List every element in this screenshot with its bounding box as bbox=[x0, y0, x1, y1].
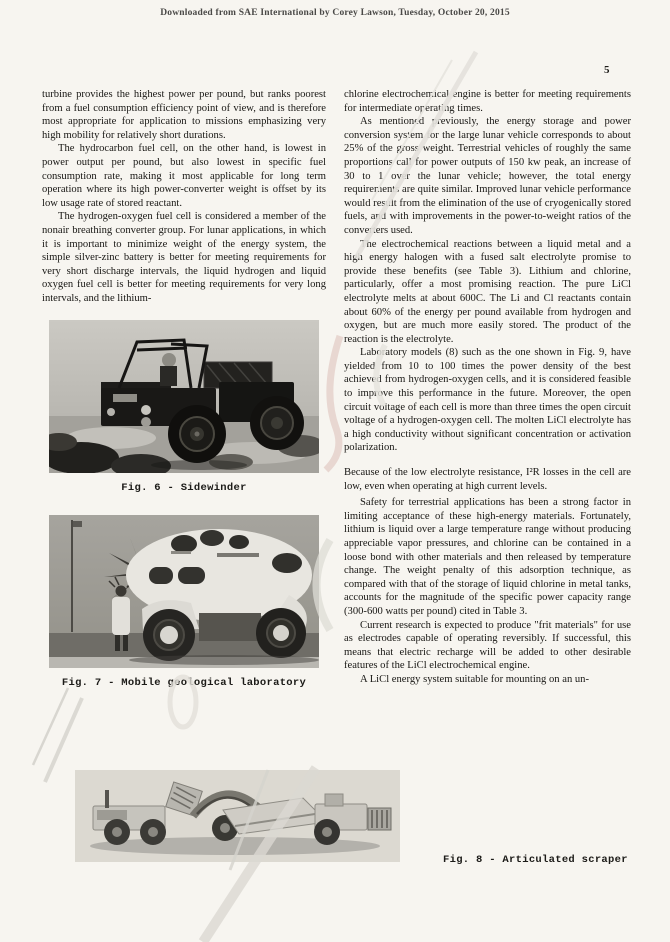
body-paragraph: The hydrogen-oxygen fuel cell is considered a member of the nonair breathing converter group. For lunar applications, in which it is important to minimize weight of the energy system, the simple silver-zinc battery is better for meeting requirements for very short discharge intervals, the liquid hydrogen and liquid oxygen fuel cell is better for meeting requirements for very long intervals, and the lithium- bbox=[42, 211, 326, 304]
figure-8-photo bbox=[75, 770, 400, 862]
figure-6-photo bbox=[49, 320, 319, 473]
body-paragraph: Because of the low electrolyte resistance, I²R losses in the cell are low, even when operating at high current levels. bbox=[344, 467, 631, 492]
body-paragraph: A LiCl energy system suitable for mounting on an un- bbox=[360, 673, 590, 685]
figure-7-caption: Fig. 7 - Mobile geological laboratory bbox=[61, 677, 307, 690]
body-paragraph: The electrochemical reactions between a liquid metal and a high energy halogen with a fused salt electrolyte promise to provide these benefits (see Table 3). Lithium and chlorine, particularly, offer a most promising reaction. The pure LiCl electrolyte melts at about 600C. The Li and Cl reactants contain about 60% of the energy per pound available from hydrogen and oxygen, but are much more easily stored. The product of the reaction is the electrolyte. bbox=[344, 238, 631, 345]
body-paragraph: turbine provides the highest power per pound, but ranks poorest from a fuel consumption efficiency point of view, and is therefore most appropriate for application to missions emphasizing very high mobility for relatively short durations. bbox=[42, 89, 326, 141]
body-paragraph: Safety for terrestrial applications has been a strong factor in limiting acceptance of these high-energy materials. Fortunately, lithium is liquid over a large temperature range without producing appreciable vapor pressures, and chlorine can be contained in a loose bond with other materials and then released by temperature change. The weight penalty of this adsorption technique, as compared with that of the storage of liquid chlorine in metal tanks, accounts for the magnitude of the specific power capacity range (300-600 watts per pound) cited in Table 3. bbox=[344, 497, 631, 617]
figure-6 bbox=[42, 320, 326, 496]
right-column bbox=[344, 88, 631, 687]
figure-7-photo bbox=[49, 515, 319, 668]
body-paragraph: The hydrocarbon fuel cell, on the other hand, is lowest in power output per pound, but also lowest in specific fuel consumption rate, making it most applicable for long term operation where its high power-converter weight is offset by its low usage rate of stored reactant. bbox=[42, 143, 326, 209]
body-paragraph: chlorine electrochemical engine is better for meeting requirements for intermediate operating times. bbox=[344, 89, 631, 114]
body-paragraph: Laboratory models (8) such as the one shown in Fig. 9, have yielded from 10 to 100 times the power density of the best achieved from hydrogen-oxygen cells, and it is considered feasible to improve this performance in the future. Moreover, the open circuit voltage of each cell is more than three times the open circuit voltage of a hydrogen-oxygen cell. The molten LiCl electrolyte has a high conductivity without significant concentration or activation polarization. bbox=[344, 347, 631, 454]
body-paragraph: As mentioned previously, the energy storage and power conversion system for the large lunar vehicle corresponds to about 25% of the gross weight. Terrestrial vehicles of roughly the same proportions call for power outputs of 150 kw peak, an increase of 30 to 1 over the lunar vehicle; however, the total energy requirements are quite similar. Improved lunar vehicle performance would result from the elimination of the use of cryogenically stored fuels, and with improvements in the power-to-weight ratios of the converters used. bbox=[344, 116, 631, 236]
figure-7 bbox=[42, 515, 326, 691]
figure-6-caption: Fig. 6 - Sidewinder bbox=[121, 481, 247, 494]
body-paragraph: Current research is expected to produce "frit materials" for use as electrodes capable of operating reversibly. If successful, this means that electric recharge will be added to other desirable features of the LiCl electrochemical engine. bbox=[344, 619, 631, 672]
page-number: 5 bbox=[604, 64, 610, 76]
left-column bbox=[42, 88, 326, 691]
figure-8-caption: Fig. 8 - Articulated scraper bbox=[443, 854, 628, 866]
download-provenance-header: Downloaded from SAE International by Corey Lawson, Tuesday, October 20, 2015 bbox=[160, 8, 510, 18]
